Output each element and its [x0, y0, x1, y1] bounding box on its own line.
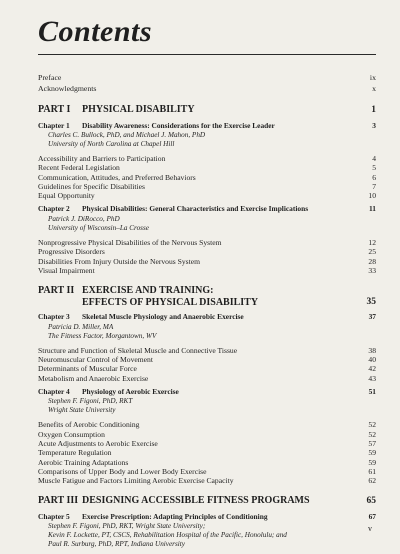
toc-entry[interactable] — [38, 374, 376, 383]
entry-label: Benefits of Aerobic Conditioning — [38, 420, 140, 430]
title-rule — [38, 54, 376, 55]
entry-label: Recent Federal Legislation — [38, 163, 120, 173]
entry-page: 12 — [368, 237, 376, 247]
entry-label: Aerobic Training Adaptations — [38, 457, 129, 467]
toc-entry[interactable] — [38, 163, 376, 172]
entry-label: Equal Opportunity — [38, 191, 95, 201]
entry-label: Determinants of Muscular Force — [38, 364, 137, 374]
chapter-title: Physical Disabilities: General Characteristics and Exercise Implications — [82, 204, 309, 214]
chapter-page: 37 — [368, 312, 376, 322]
chapter-number: Chapter 2 — [38, 204, 70, 214]
author-line: Patrick J. DiRocco, PhD — [48, 214, 120, 223]
chapter-authors — [38, 522, 376, 549]
entry-page: 42 — [368, 364, 376, 374]
entry-page: 10 — [368, 191, 376, 201]
chapter-title: Exercise Prescription: Adapting Principles of Conditioning — [82, 511, 268, 521]
table-of-contents — [38, 72, 376, 554]
entry-page: 4 — [372, 154, 376, 163]
chapter-heading-3[interactable] — [38, 312, 376, 322]
part-number: PART III — [38, 495, 79, 507]
entry-page: 52 — [368, 429, 376, 439]
part-page: 65 — [366, 496, 376, 507]
toc-entry[interactable] — [38, 439, 376, 448]
chapter-authors — [38, 323, 376, 341]
chapter-heading-1[interactable] — [38, 121, 376, 131]
entry-page: 28 — [368, 256, 376, 266]
entry-page: 59 — [368, 457, 376, 467]
toc-entry[interactable] — [38, 364, 376, 373]
author-line: Stephen F. Figoni, PhD, RKT — [48, 397, 133, 406]
chapter-title: Skeletal Muscle Physiology and Anaerobic Exercise — [82, 312, 244, 322]
page-folio: v — [368, 524, 372, 533]
entry-label: Guidelines for Specific Disabilities — [38, 181, 145, 191]
chapter-number: Chapter 4 — [38, 386, 70, 396]
author-line: Patricia D. Miller, MA — [48, 322, 114, 331]
chapter-page: 51 — [368, 386, 376, 396]
part-title-line-1: EXERCISE AND TRAINING: — [82, 285, 214, 297]
entry-page: 52 — [368, 420, 376, 430]
entry-page: 61 — [368, 466, 376, 476]
part-title: PHYSICAL DISABILITY — [82, 104, 195, 115]
toc-entry[interactable] — [38, 458, 376, 467]
entry-page: 43 — [368, 373, 376, 383]
entry-label: Neuromuscular Control of Movement — [38, 354, 153, 364]
part-title-line-2: EFFECTS OF PHYSICAL DISABILITY — [82, 296, 259, 308]
toc-entry[interactable] — [38, 420, 376, 429]
page-title: Contents — [38, 15, 153, 48]
entry-page: 33 — [368, 265, 376, 275]
part-heading-2[interactable] — [38, 285, 376, 308]
toc-entry[interactable] — [38, 257, 376, 266]
chapter-page: 11 — [369, 204, 376, 214]
chapter-authors — [38, 215, 376, 233]
part-heading-1[interactable] — [38, 104, 376, 117]
chapter-number: Chapter 3 — [38, 312, 70, 322]
author-line: Wright State University — [48, 406, 116, 415]
entry-page: ix — [369, 73, 376, 82]
entry-label: Nonprogressive Physical Disabilities of the Nervous System — [38, 237, 222, 247]
entry-label: Progressive Disorders — [38, 247, 105, 257]
entry-label: Metabolism and Anaerobic Exercise — [38, 373, 149, 383]
chapter-authors — [38, 397, 376, 415]
toc-entry[interactable] — [38, 238, 376, 247]
chapter-heading-2[interactable] — [38, 204, 376, 214]
chapter-title: Physiology of Aerobic Exercise — [82, 386, 179, 396]
chapter-page: 67 — [368, 511, 376, 521]
entry-label: Oxygen Consumption — [38, 429, 105, 439]
entry-label: Communication, Attitudes, and Preferred Behaviors — [38, 172, 196, 182]
part-heading-3[interactable] — [38, 495, 376, 508]
toc-entry[interactable] — [38, 154, 376, 163]
entry-page: 6 — [372, 172, 376, 182]
toc-entry[interactable] — [38, 173, 376, 182]
chapter-title: Disability Awareness: Considerations for the Exercise Leader — [82, 120, 275, 130]
author-line: The Fitness Factor, Morgantown, WV — [48, 331, 157, 340]
toc-entry[interactable] — [38, 266, 376, 275]
chapter-number: Chapter 1 — [38, 120, 70, 130]
toc-entry[interactable] — [38, 346, 376, 355]
entry-label: Acute Adjustments to Aerobic Exercise — [38, 438, 158, 448]
part-number: PART II — [38, 285, 75, 297]
entry-label: Comparisons of Upper Body and Lower Body Exercise — [38, 466, 207, 476]
entry-label: Preface — [38, 73, 62, 82]
entry-label: Acknowledgments — [38, 84, 97, 93]
entry-label: Visual Impairment — [38, 265, 95, 275]
toc-entry[interactable] — [38, 355, 376, 364]
toc-entry-preface[interactable] — [38, 72, 376, 83]
toc-entry[interactable] — [38, 430, 376, 439]
entry-label: Disabilities From Injury Outside the Nervous System — [38, 256, 200, 266]
toc-entry[interactable] — [38, 467, 376, 476]
author-line: Kevin F. Lockette, PT, CSCS, Rehabilitation Hospital of the Pacific, Honolulu; and — [48, 531, 287, 540]
toc-entry[interactable] — [38, 247, 376, 256]
part-number: PART I — [38, 104, 71, 115]
entry-page: 40 — [368, 354, 376, 364]
author-line: Paul R. Surburg, PhD, RPT, Indiana University — [48, 540, 185, 549]
toc-entry[interactable] — [38, 476, 376, 485]
entry-page: 38 — [368, 345, 376, 355]
author-line: University of Wisconsin–La Crosse — [48, 223, 149, 232]
entry-label: Temperature Regulation — [38, 448, 112, 458]
author-line: Stephen F. Figoni, PhD, RKT, Wright State University; — [48, 522, 206, 531]
toc-entry[interactable] — [38, 191, 376, 200]
entry-page: 62 — [368, 476, 376, 486]
entry-page: 25 — [368, 247, 376, 257]
chapter-number: Chapter 5 — [38, 511, 70, 521]
entry-label: Muscle Fatigue and Factors Limiting Aerobic Exercise Capacity — [38, 476, 234, 486]
entry-page: 7 — [372, 181, 376, 191]
toc-entry-acknowledgments[interactable] — [38, 83, 376, 94]
entry-page: x — [372, 84, 376, 93]
chapter-heading-5[interactable] — [38, 512, 376, 522]
part-title: DESIGNING ACCESSIBLE FITNESS PROGRAMS — [82, 495, 310, 507]
part-page: 1 — [371, 105, 376, 115]
entry-page: 5 — [372, 163, 376, 173]
author-line: University of North Carolina at Chapel Hill — [48, 140, 175, 148]
chapter-page: 3 — [372, 120, 376, 130]
entry-label: Structure and Function of Skeletal Muscle and Connective Tissue — [38, 345, 238, 355]
part-page: 35 — [366, 296, 376, 307]
toc-entry[interactable] — [38, 182, 376, 191]
entry-page: 57 — [368, 438, 376, 448]
chapter-authors — [38, 131, 376, 149]
chapter-heading-4[interactable] — [38, 387, 376, 397]
toc-entry[interactable] — [38, 448, 376, 457]
author-line: Charles C. Bullock, PhD, and Michael J. Mahon, PhD — [48, 131, 206, 139]
entry-page: 59 — [368, 448, 376, 458]
entry-label: Accessibility and Barriers to Participation — [38, 154, 166, 163]
